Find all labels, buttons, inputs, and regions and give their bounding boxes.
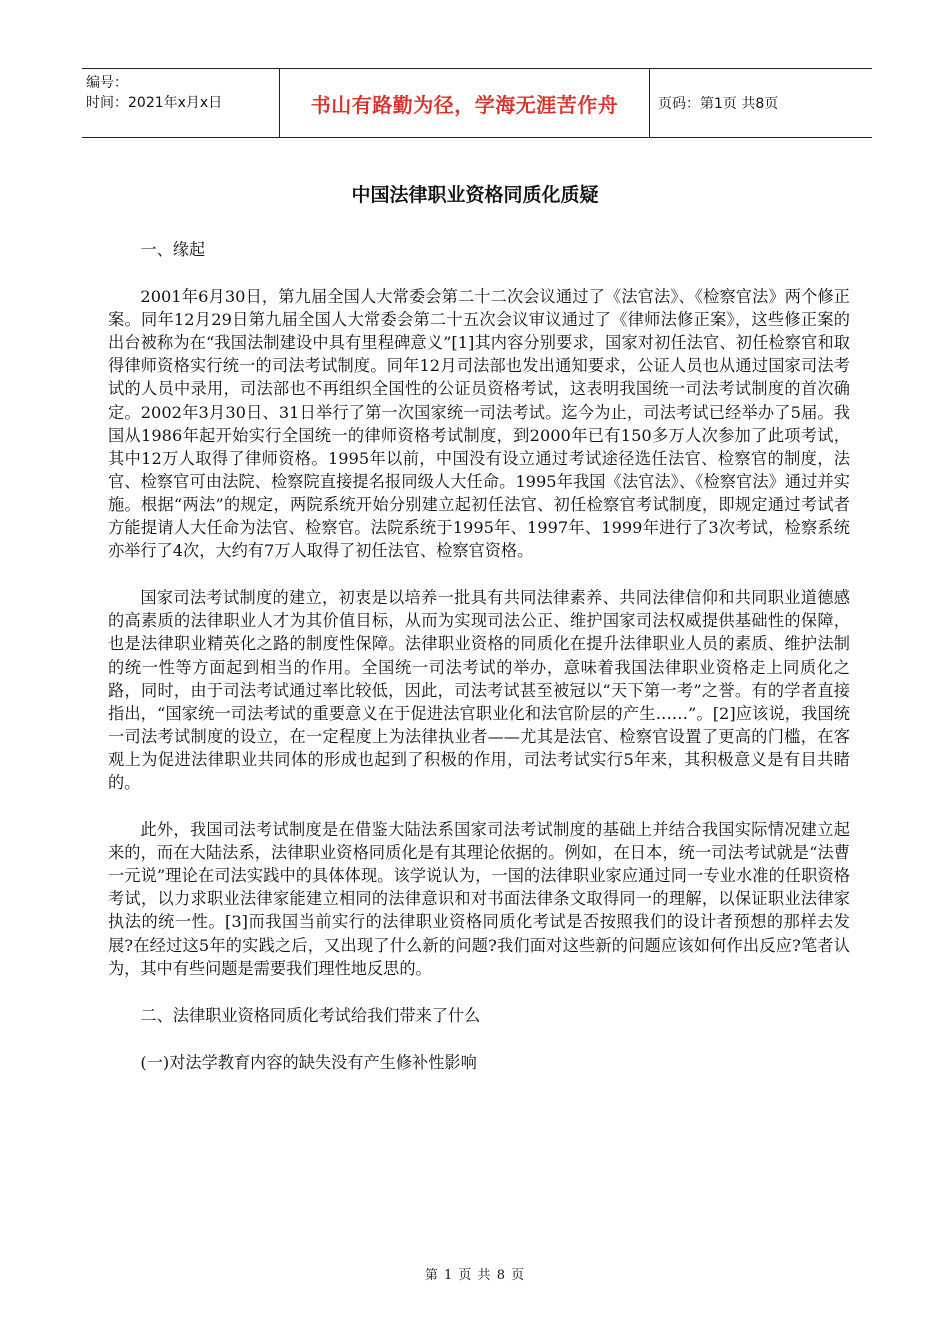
page-footer: 第 1 页 共 8 页	[424, 1268, 526, 1283]
body-paragraph: 国家司法考试制度的建立，初衷是以培养一批具有共同法律素养、共同法律信仰和共同职业道德感的高素质的法律职业人才为其价值目标，从而为实现司法公正、维护国家司法权威提供基础性的保障，也是法律职业精英化之路的制度性保障。法律职业资格的同质化在提升法律职业人员的素质、维护法制的统一性等方面起到相当的作用。全国统一司法考试的举办，意味着我国法律职业资格走上同质化之路，同时，由于司法考试通过率比较低，因此，司法考试甚至被冠以“天下第一考”之誉。有的学者直接指出，“国家统一司法考试的重要意义在于促进法官职业化和法官阶层的产生……”。[2]应该说，我国统一司法考试制度的设立，在一定程度上为法律执业者——尤其是法官、检察官设置了更高的门槛，在客观上为促进法律职业共同体的形成也起到了积极的作用，司法考试实行5年来，其积极意义是有目共睹的。	[108, 588, 850, 792]
header-motto-cell	[280, 69, 650, 137]
document-date-label: 时间：2021年x月x日	[86, 95, 223, 111]
page-header	[82, 68, 872, 138]
document-number-label: 编号：	[86, 75, 128, 91]
header-page-info-cell	[650, 69, 872, 137]
header-page-info: 页码：第1页 共8页	[658, 96, 779, 112]
document-title: 中国法律职业资格同质化质疑	[351, 184, 599, 206]
subsection-heading: (一)对法学教育内容的缺失没有产生修补性影响	[140, 1052, 477, 1072]
body-paragraph: 此外，我国司法考试制度是在借鉴大陆法系国家司法考试制度的基础上并结合我国实际情况建立起来的，而在大陆法系，法律职业资格同质化是有其理论依据的。例如，在日本，统一司法考试就是“法曹一元说”理论在司法实践中的具体体现。该学说认为，一国的法律职业家应通过同一专业水准的任职资格考试，以力求职业法律家能建立相同的法律意识和对书面法律条文取得同一的理解，以保证职业法律家执法的统一性。[3]而我国当前实行的法律职业资格同质化考试是否按照我们的设计者预想的那样去发展?在经过这5年的实践之后，又出现了什么新的问题?我们面对这些新的问题应该如何作出反应?笔者认为，其中有些问题是需要我们理性地反思的。	[108, 820, 850, 978]
section-heading-two: 二、法律职业资格同质化考试给我们带来了什么	[140, 1005, 481, 1025]
section-heading-origin: 一、缘起	[140, 240, 206, 259]
header-meta	[82, 69, 280, 137]
body-paragraph: 2001年6月30日，第九届全国人大常委会第二十二次会议通过了《法官法》、《检察官法》两个修正案。同年12月29日第九届全国人大常委会第二十五次会议审议通过了《律师法修正案》，这些修正案的出台被称为在“我国法制建设中具有里程碑意义”[1]其内容分别要求，国家对初任法官、初任检察官和取得律师资格实行统一的司法考试制度。同年12月司法部也发出通知要求，公证人员也从通过国家司法考试的人员中录用，司法部也不再组织全国性的公证员资格考试，这表明我国统一司法考试制度的首次确定。2002年3月30日、31日举行了第一次国家统一司法考试。迄今为止，司法考试已经举办了5届。我国从1986年起开始实行全国统一的律师资格考试制度，到2000年已有150多万人次参加了此项考试，其中12万人取得了律师资格。1995年以前，中国没有设立通过考试途径选任法官、检察官的制度，法官、检察官可由法院、检察院直接提名报同级人大任命。1995年我国《法官法》、《检察官法》通过并实施。根据“两法”的规定，两院系统开始分别建立起初任法官、初任检察官考试制度，即规定通过考试者方能提请人大任命为法官、检察官。法院系统于1995年、1997年、1999年进行了3次考试，检察系统亦举行了4次，大约有7万人取得了初任法官、检察官资格。	[108, 287, 850, 561]
document-body	[108, 238, 850, 1098]
header-motto: 书山有路勤为径，学海无涯苦作舟	[310, 92, 619, 117]
